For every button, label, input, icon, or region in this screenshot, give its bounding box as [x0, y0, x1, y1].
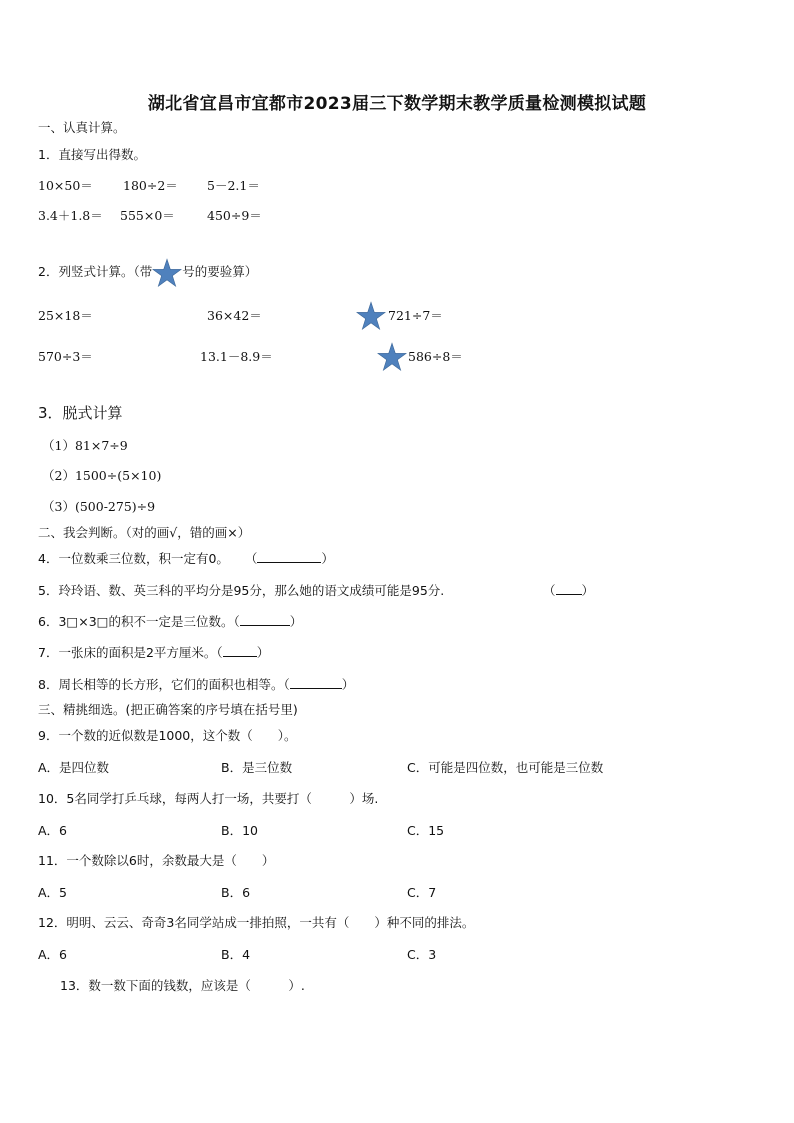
- q12-option-a[interactable]: A．6: [38, 947, 68, 962]
- q10-option-a[interactable]: A．6: [38, 823, 68, 838]
- page-title: 湖北省宜昌市宜都市2023届三下数学期末教学质量检测模拟试题: [147, 94, 647, 114]
- question-12-stem: 12．明明、云云、奇奇3名同学站成一排拍照，一共有（ ）种不同的排法。: [38, 915, 475, 930]
- question-6-text: 6．3□×3□的积不一定是三位数。: [38, 614, 234, 629]
- star-icon: [377, 342, 407, 372]
- q1-item: 180÷2＝: [123, 178, 178, 193]
- answer-blank[interactable]: （ ）: [216, 645, 270, 660]
- star-icon: [152, 258, 182, 288]
- question-4-text: 4．一位数乘三位数，积一定有0。: [38, 551, 229, 566]
- question-9-stem: 9．一个数的近似数是1000，这个数（ ）。: [38, 728, 297, 743]
- q11-option-c[interactable]: C．7: [407, 885, 437, 900]
- q2-item: 13.1－8.9＝: [200, 349, 273, 364]
- q10-option-b[interactable]: B．10: [221, 823, 258, 838]
- question-2-label: [38, 264, 257, 280]
- q3-item: （1）81×7÷9: [42, 438, 128, 453]
- q11-option-b[interactable]: B．6: [221, 885, 251, 900]
- question-5-text: 5．玲玲语、数、英三科的平均分是95分，那么她的语文成绩可能是95分.: [38, 583, 445, 598]
- q1-item: 450÷9＝: [207, 208, 262, 223]
- q12-option-c[interactable]: C．3: [407, 947, 437, 962]
- q2-item: 586÷8＝: [408, 349, 463, 364]
- question-7: [38, 645, 269, 661]
- section-2-heading: 二、我会判断。（对的画√，错的画×）: [38, 525, 251, 540]
- question-13-stem: 13．数一数下面的钱数，应该是（ ）.: [60, 978, 305, 993]
- q3-item: （3）(500-275)÷9: [42, 499, 156, 514]
- q1-item: 555×0＝: [120, 208, 175, 223]
- answer-blank[interactable]: （ ）: [283, 677, 355, 692]
- q9-option-a[interactable]: A．是四位数: [38, 760, 110, 775]
- q9-option-c[interactable]: C．可能是四位数，也可能是三位数: [407, 760, 604, 775]
- q11-option-a[interactable]: A．5: [38, 885, 68, 900]
- question-10-stem: 10．5名同学打乒乓球，每两人打一场，共要打（ ）场.: [38, 791, 379, 806]
- q2-item: 25×18＝: [38, 308, 93, 323]
- q2-label-after: 号的要验算）: [182, 264, 258, 279]
- q2-item: 570÷3＝: [38, 349, 93, 364]
- answer-blank[interactable]: （ ）: [244, 551, 334, 566]
- q1-item: 5－2.1＝: [207, 178, 260, 193]
- question-3-label: 3．脱式计算: [38, 404, 123, 422]
- answer-blank[interactable]: （ ）: [543, 583, 595, 598]
- q2-item: 36×42＝: [207, 308, 262, 323]
- q10-option-c[interactable]: C．15: [407, 823, 445, 838]
- q2-label-before: 2．列竖式计算。（带: [38, 264, 153, 279]
- question-11-stem: 11．一个数除以6时，余数最大是（ ）: [38, 853, 275, 868]
- q1-item: 10×50＝: [38, 178, 93, 193]
- question-8-text: 8．周长相等的长方形，它们的面积也相等。: [38, 677, 284, 692]
- section-1-heading: 一、认真计算。: [38, 120, 126, 135]
- q9-option-b[interactable]: B．是三位数: [221, 760, 293, 775]
- q2-item: 721÷7＝: [388, 308, 443, 323]
- star-icon: [356, 301, 386, 331]
- question-7-text: 7．一张床的面积是2平方厘米。: [38, 645, 217, 660]
- question-6: [38, 614, 302, 630]
- q1-item: 3.4＋1.8＝: [38, 208, 103, 223]
- question-5: [38, 583, 444, 599]
- question-1-label: 1．直接写出得数。: [38, 147, 146, 162]
- question-4: [38, 551, 334, 567]
- answer-blank[interactable]: （ ）: [233, 614, 303, 629]
- q3-item: （2）1500÷(5×10): [42, 468, 162, 483]
- q12-option-b[interactable]: B．4: [221, 947, 251, 962]
- section-3-heading: 三、精挑细选。(把正确答案的序号填在括号里): [38, 702, 298, 717]
- question-8: [38, 677, 354, 693]
